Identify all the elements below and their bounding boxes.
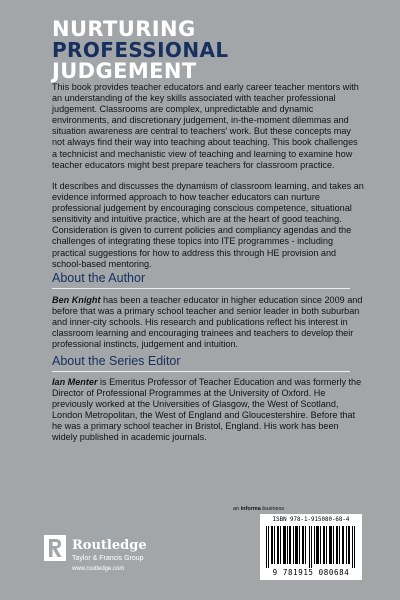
publisher-group: Taylor & Francis Group [72, 555, 144, 562]
editor-divider [52, 371, 350, 372]
author-name: Ben Knight [52, 295, 101, 305]
about-author-heading: About the Author [52, 271, 146, 285]
routledge-r-logo-icon [44, 535, 66, 561]
barcode-digits: 9 781915 080684 [272, 568, 350, 577]
informa-business-label: an informa business [233, 506, 285, 512]
publisher-name: Routledge [72, 538, 147, 553]
author-bio [52, 295, 364, 350]
book-title [52, 19, 229, 82]
about-editor-heading: About the Series Editor [52, 354, 181, 368]
isbn-text: ISBN 978-1-915080-68-4 [272, 517, 350, 523]
author-divider [52, 288, 350, 289]
title-line-2: PROFESSIONAL [52, 38, 229, 62]
title-line-1: NURTURING [52, 17, 196, 41]
editor-bio [52, 377, 364, 444]
editor-name: Ian Menter [52, 377, 98, 387]
author-bio-text: has been a teacher educator in higher education since 2009 and before that was a primary school teacher and senior leader in both suburban and inner-city schools. His research and publications reflect his interest in classroom learning and encouraging trainees and teachers to develop their professional instincts, judgement and intuition. [52, 295, 363, 350]
publisher-url: www.routledge.com [72, 566, 125, 572]
description-paragraph-2: It describes and discusses the dynamism of classroom learning, and takes an evidence informed approach to how teacher educators can nurture professional judgement by encouraging conscious competence, situational sensitivity and intuitive practice, which are at the heart of good teaching. Consideration is given to current policies and compliancy agendas and the challenges of integrating these topics into ITE programmes - including practical suggestions for how to address this through HE provision and school-based mentoring. [52, 181, 364, 269]
title-line-3: JUDGEMENT [52, 59, 197, 83]
isbn-barcode [260, 514, 362, 580]
description-paragraph-1: This book provides teacher educators and early career teacher mentors with an understanding of the key skills associated with teacher professional judgement. Classrooms are complex, unpredictable and dynamic environments, and discretionary judgement, in-the-moment dilemmas and situation awareness are central to teachers' work. But these concepts may not always find their way into teaching about teaching. This book challenges a technicist and mechanistic view of teaching and learning to examine how teacher educators might best prepare teachers for classroom practice. [52, 82, 359, 170]
editor-bio-text: is Emeritus Professor of Teacher Education and was formerly the Director of Professional Programmes at the University of Oxford. He previously worked at the Universities of Glasgow, the West of Scotland, London Metropolitan, the West of England and Gloucestershire. Before that he was a primary school teacher in Bristol, England. His work has been widely published in academic journals. [52, 377, 362, 443]
barcode-bars [264, 526, 358, 568]
